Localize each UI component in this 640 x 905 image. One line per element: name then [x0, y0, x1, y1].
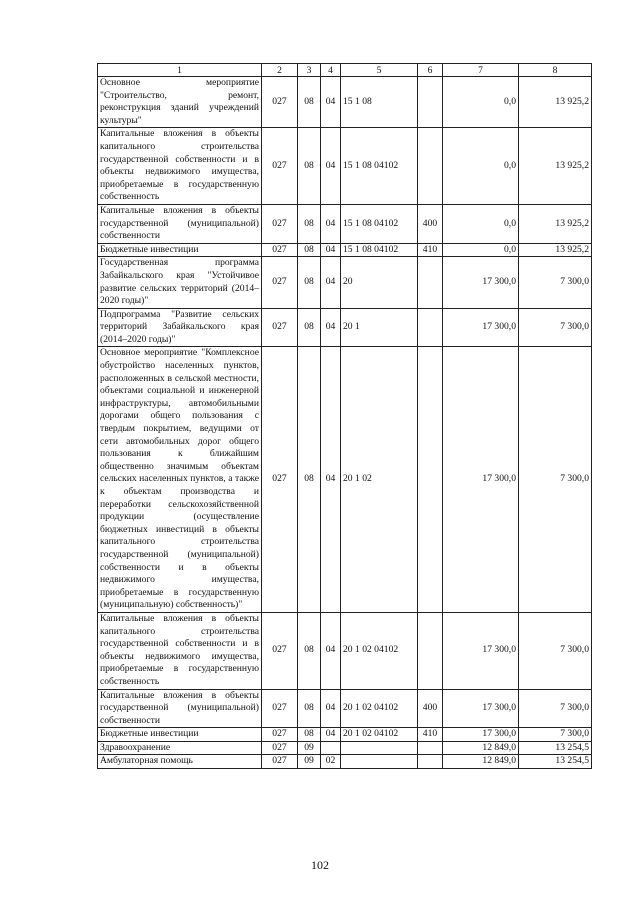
- row-name: Бюджетные инвестиции: [98, 243, 262, 257]
- row-col-8: 7 300,0: [519, 308, 592, 347]
- header-col-7: 7: [443, 64, 519, 77]
- header-row: [98, 64, 592, 77]
- row-col-8: 13 254,5: [519, 741, 592, 755]
- row-col-6: [418, 308, 443, 347]
- row-col-2: 027: [262, 347, 298, 612]
- row-col-2: 027: [262, 257, 298, 308]
- row-name: Основное мероприятие "Комплексное обустройство населенных пунктов, расположенных в сельской местности, объектами социальной и инженерной инфраструктуры, автомобильными дорогами общего пользования с твердым покрытием, ведущими от сети автомобильных дорог общего пользования к ближайшим общественно значимым объектам сельских населенных пунктов, а также к объектам производства и переработки сельскохозяйственной продукции (осуществление бюджетных инвестиций в объекты капитального строительства государственной (муниципальной) собственности и в объекты недвижимого имущества, приобретаемые в государственную (муниципальную) собственность)": [98, 347, 262, 612]
- row-col-8: 13 925,2: [519, 77, 592, 128]
- table-row: [98, 77, 592, 128]
- table-row: [98, 257, 592, 308]
- row-col-5: 15 1 08 04102: [341, 243, 418, 257]
- table-row: [98, 347, 592, 612]
- budget-table: [97, 63, 592, 769]
- row-col-2: 027: [262, 204, 298, 243]
- row-col-3: 08: [298, 204, 321, 243]
- row-col-3: 08: [298, 243, 321, 257]
- row-col-6: 410: [418, 243, 443, 257]
- row-col-3: 09: [298, 755, 321, 769]
- row-col-5: 20 1 02 04102: [341, 612, 418, 689]
- row-col-5: 15 1 08: [341, 77, 418, 128]
- header-col-6: 6: [418, 64, 443, 77]
- row-col-4: 04: [321, 689, 341, 728]
- row-col-8: 13 925,2: [519, 204, 592, 243]
- row-col-7: 17 300,0: [443, 347, 519, 612]
- row-name: Основное мероприятие "Строительство, ремонт, реконструкция зданий учреждений культуры": [98, 77, 262, 128]
- table-row: [98, 612, 592, 689]
- table-row: [98, 308, 592, 347]
- row-col-3: 08: [298, 128, 321, 205]
- row-col-3: 08: [298, 347, 321, 612]
- row-col-6: [418, 257, 443, 308]
- row-name: Капитальные вложения в объекты капитального строительства государственной собственности и в объекты недвижимого имущества, приобретаемые в государственную собственность: [98, 128, 262, 205]
- row-col-8: 7 300,0: [519, 257, 592, 308]
- row-name: Амбулаторная помощь: [98, 755, 262, 769]
- row-col-3: 08: [298, 612, 321, 689]
- header-col-8: 8: [519, 64, 592, 77]
- row-col-2: 027: [262, 128, 298, 205]
- row-col-3: 08: [298, 308, 321, 347]
- row-col-2: 027: [262, 755, 298, 769]
- row-col-8: 7 300,0: [519, 612, 592, 689]
- row-col-7: 17 300,0: [443, 308, 519, 347]
- row-col-3: 08: [298, 77, 321, 128]
- row-col-4: [321, 741, 341, 755]
- row-col-4: 04: [321, 77, 341, 128]
- row-col-5: [341, 755, 418, 769]
- table-row: [98, 128, 592, 205]
- row-col-3: 09: [298, 741, 321, 755]
- row-name: Здравоохранение: [98, 741, 262, 755]
- row-col-7: 17 300,0: [443, 689, 519, 728]
- row-name: Подпрограмма "Развитие сельских территорий Забайкальского края (2014–2020 годы)": [98, 308, 262, 347]
- table-row: [98, 204, 592, 243]
- row-col-8: 7 300,0: [519, 347, 592, 612]
- row-col-4: 04: [321, 128, 341, 205]
- row-col-6: [418, 612, 443, 689]
- row-col-8: 13 925,2: [519, 243, 592, 257]
- header-col-4: 4: [321, 64, 341, 77]
- row-col-2: 027: [262, 243, 298, 257]
- row-col-2: 027: [262, 77, 298, 128]
- row-col-2: 027: [262, 612, 298, 689]
- row-name: Капитальные вложения в объекты государственной (муниципальной) собственности: [98, 689, 262, 728]
- page-number: 102: [311, 858, 329, 872]
- row-col-6: [418, 128, 443, 205]
- row-col-7: 0,0: [443, 204, 519, 243]
- header-col-1: 1: [98, 64, 262, 77]
- row-col-6: [418, 77, 443, 128]
- row-col-6: 400: [418, 689, 443, 728]
- row-col-5: 15 1 08 04102: [341, 128, 418, 205]
- row-name: Бюджетные инвестиции: [98, 728, 262, 742]
- row-col-5: 20 1: [341, 308, 418, 347]
- row-col-5: 20: [341, 257, 418, 308]
- row-col-4: 04: [321, 257, 341, 308]
- row-col-5: [341, 741, 418, 755]
- row-col-2: 027: [262, 728, 298, 742]
- row-col-5: 20 1 02 04102: [341, 728, 418, 742]
- row-name: Капитальные вложения в объекты государственной (муниципальной) собственности: [98, 204, 262, 243]
- row-col-6: 400: [418, 204, 443, 243]
- row-col-2: 027: [262, 308, 298, 347]
- row-col-7: 0,0: [443, 77, 519, 128]
- row-col-3: 08: [298, 257, 321, 308]
- row-col-6: [418, 347, 443, 612]
- row-col-7: 17 300,0: [443, 728, 519, 742]
- row-col-2: 027: [262, 689, 298, 728]
- row-col-5: 20 1 02: [341, 347, 418, 612]
- table-row: [98, 755, 592, 769]
- row-col-3: 08: [298, 728, 321, 742]
- row-col-4: 04: [321, 347, 341, 612]
- row-col-4: 04: [321, 308, 341, 347]
- row-col-6: 410: [418, 728, 443, 742]
- row-col-5: 15 1 08 04102: [341, 204, 418, 243]
- row-col-6: [418, 741, 443, 755]
- table-row: [98, 741, 592, 755]
- row-col-8: 13 254,5: [519, 755, 592, 769]
- row-col-4: 04: [321, 728, 341, 742]
- row-col-7: 12 849,0: [443, 755, 519, 769]
- row-name: Государственная программа Забайкальского края "Устойчивое развитие сельских территорий (2014–2020 годы)": [98, 257, 262, 308]
- row-col-7: 0,0: [443, 128, 519, 205]
- row-col-4: 04: [321, 243, 341, 257]
- row-col-8: 13 925,2: [519, 128, 592, 205]
- table-row: [98, 728, 592, 742]
- row-col-3: 08: [298, 689, 321, 728]
- table-row: [98, 243, 592, 257]
- row-col-7: 17 300,0: [443, 612, 519, 689]
- row-col-7: 0,0: [443, 243, 519, 257]
- row-col-6: [418, 755, 443, 769]
- row-col-4: 02: [321, 755, 341, 769]
- header-col-2: 2: [262, 64, 298, 77]
- row-col-4: 04: [321, 612, 341, 689]
- row-col-8: 7 300,0: [519, 728, 592, 742]
- row-col-8: 7 300,0: [519, 689, 592, 728]
- row-col-7: 17 300,0: [443, 257, 519, 308]
- header-col-5: 5: [341, 64, 418, 77]
- row-col-2: 027: [262, 741, 298, 755]
- row-col-5: 20 1 02 04102: [341, 689, 418, 728]
- row-col-4: 04: [321, 204, 341, 243]
- table-row: [98, 689, 592, 728]
- row-name: Капитальные вложения в объекты капитального строительства государственной собственности и в объекты недвижимого имущества, приобретаемые в государственную собственность: [98, 612, 262, 689]
- row-col-7: 12 849,0: [443, 741, 519, 755]
- header-col-3: 3: [298, 64, 321, 77]
